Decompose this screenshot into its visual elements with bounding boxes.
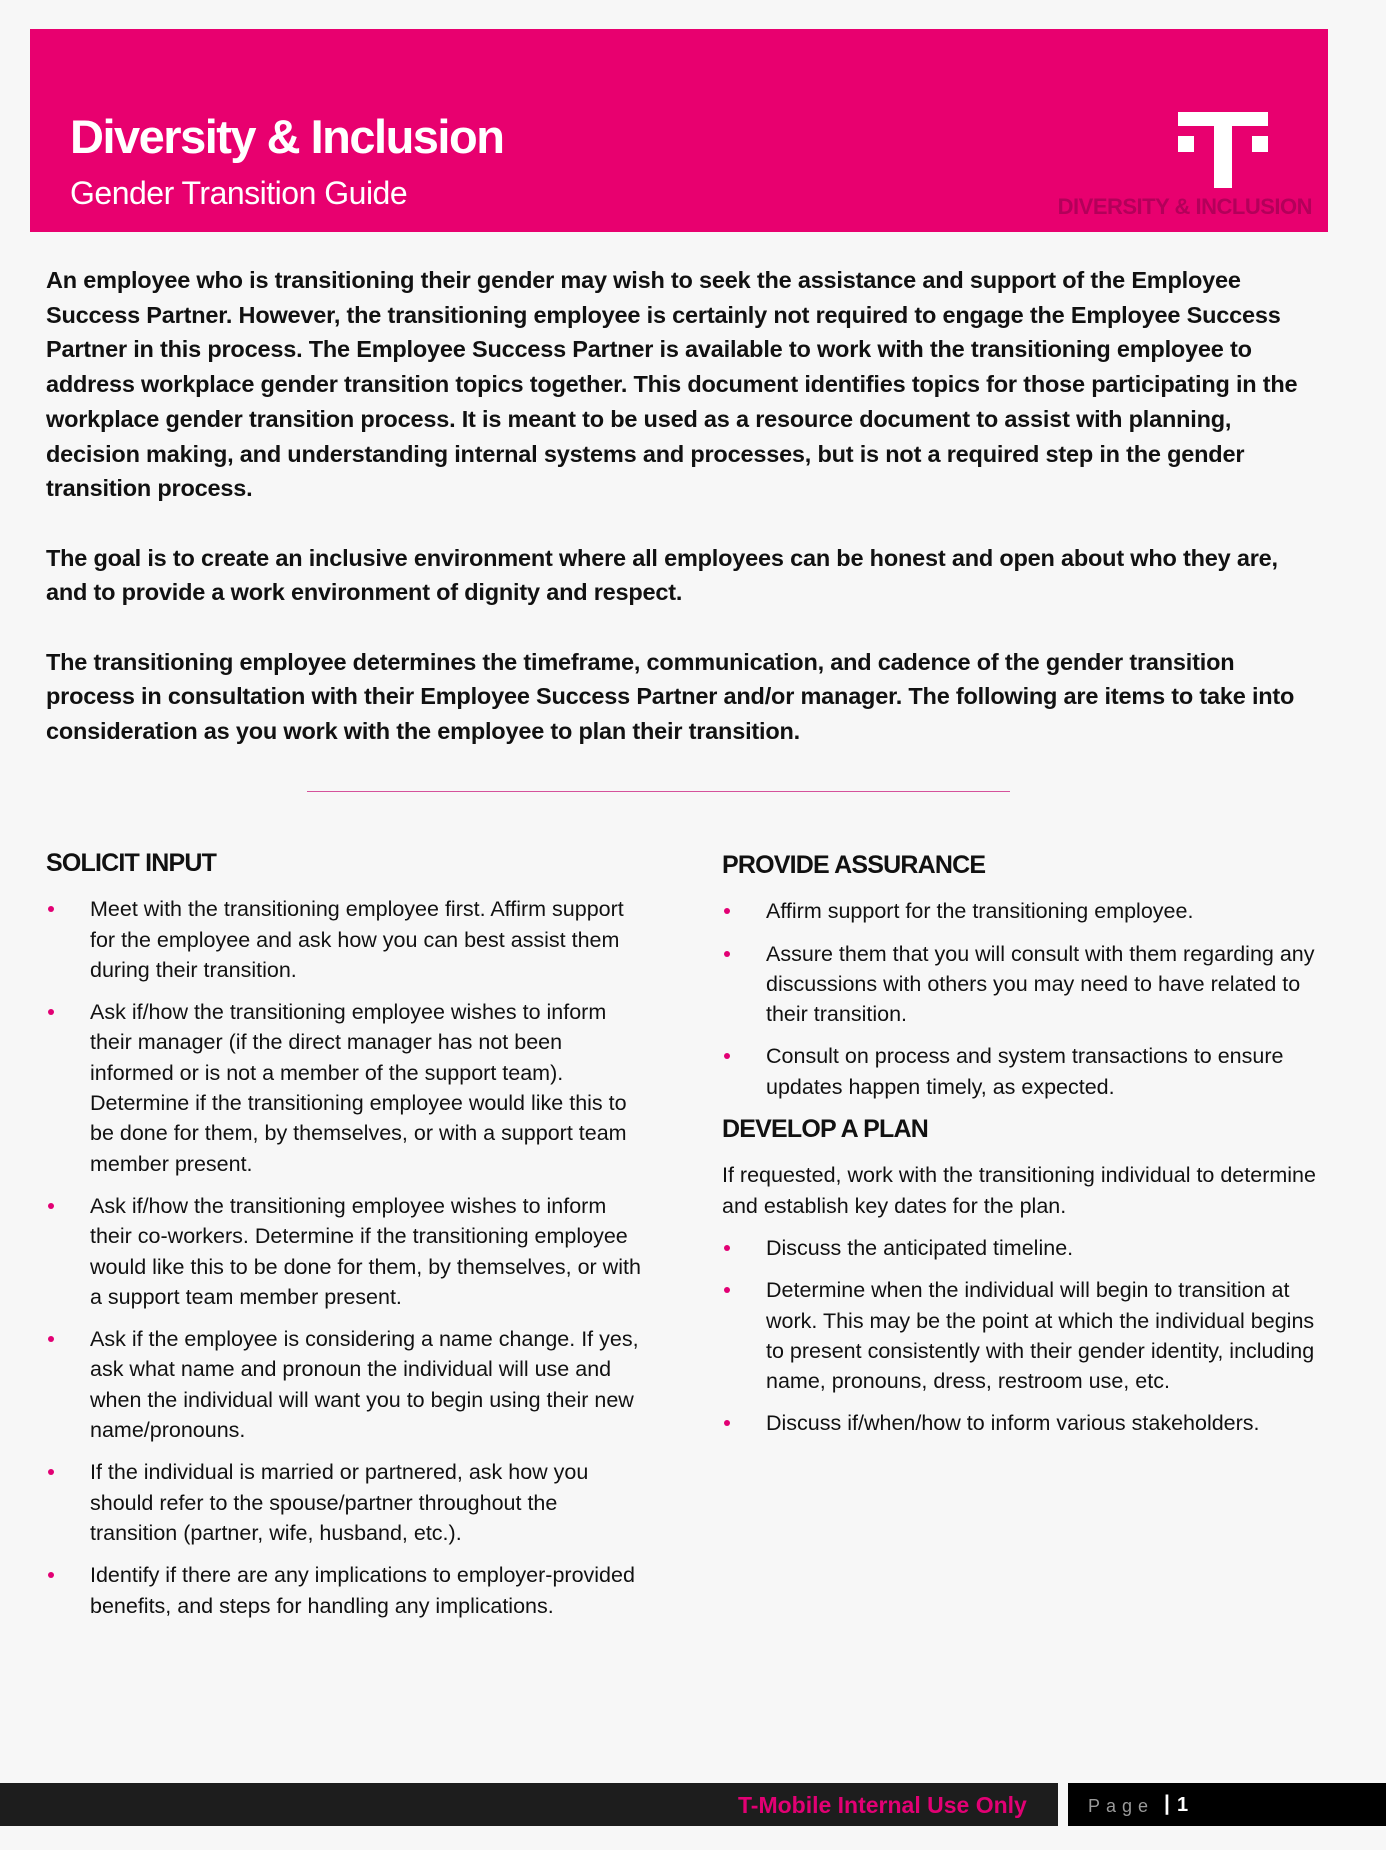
list-item	[722, 1041, 1322, 1102]
bullet-icon	[724, 1053, 730, 1059]
bullet-icon	[48, 1203, 54, 1209]
footer-classification: T-Mobile Internal Use Only	[738, 1792, 1027, 1818]
bullet-icon	[48, 1336, 54, 1342]
bullet-icon	[48, 1469, 54, 1475]
list-item-text: Identify if there are any implications to employer-provided benefits, and steps for handling any implications.	[90, 1563, 635, 1618]
bullet-icon	[724, 1245, 730, 1251]
list-item	[46, 894, 646, 985]
solicit-input-section	[46, 848, 646, 1633]
bullet-icon	[48, 906, 54, 912]
list-item	[722, 1408, 1322, 1438]
bullet-list	[722, 896, 1322, 1102]
list-item-text: Affirm support for the transitioning employee.	[766, 899, 1194, 924]
list-item-text: Ask if/how the transitioning employee wishes to inform their co-workers. Determine if the transitioning employee would like this to be done for them, by themselves, or with a support team member present.	[90, 1193, 641, 1309]
intro-text	[46, 263, 1306, 784]
list-item-text: If the individual is married or partnered, ask how you should refer to the spouse/partner throughout the transition (partner, wife, husband, etc.).	[90, 1460, 589, 1545]
list-item	[46, 1324, 646, 1445]
list-item-text: Ask if the employee is considering a name change. If yes, ask what name and pronoun the individual will use and when the individual will want you to begin using their new name/pronouns.	[90, 1327, 639, 1443]
section-heading: DEVELOP A PLAN	[722, 1115, 928, 1144]
section-heading: PROVIDE ASSURANCE	[722, 851, 986, 879]
list-item-text: Discuss the anticipated timeline.	[766, 1235, 1074, 1260]
bullet-icon	[48, 1009, 54, 1015]
plan-intro-text: If requested, work with the transitioning individual to determine and establish key dates for the plan.	[722, 1163, 1316, 1218]
page-separator: |	[1164, 1792, 1170, 1815]
footer-gap	[1058, 1783, 1068, 1826]
page-subtitle: Gender Transition Guide	[70, 175, 408, 211]
logo-label: DIVERSITY & INCLUSION	[1057, 194, 1312, 219]
list-item-text: Consult on process and system transactions to ensure updates happen timely, as expected.	[766, 1044, 1284, 1099]
bullet-icon	[724, 1287, 730, 1293]
bullet-icon	[724, 908, 730, 914]
page-number: 1	[1177, 1794, 1189, 1816]
page-title: Diversity & Inclusion	[70, 110, 504, 163]
bullet-list	[46, 894, 646, 1621]
header-banner	[30, 29, 1328, 232]
list-item-text: Ask if/how the transitioning employee wishes to inform their manager (if the direct manager has not been informed or is not a member of the support team). Determine if the transitioning employee would like this to be done for them, by themselves, or with a support team member present.	[90, 1000, 627, 1176]
intro-paragraph: The goal is to create an inclusive environment where all employees can be honest and open about who they are, and to provide a work environment of dignity and respect.	[46, 544, 1278, 606]
list-item-text: Discuss if/when/how to inform various stakeholders.	[766, 1411, 1260, 1436]
t-mobile-logo-icon	[1148, 84, 1298, 194]
intro-paragraph: An employee who is transitioning their gender may wish to seek the assistance and support of the Employee Success Partner. However, the transitioning employee is certainly not required to engage the Employee Success Partner in this process. The Employee Success Partner is available to work with the transitioning employee to address workplace gender transition topics together. This document identifies topics for those participating in the workplace gender transition process. It is meant to be used as a resource document to assist with planning, decision making, and understanding internal systems and processes, but is not a required step in the gender transition process.	[46, 267, 1298, 502]
section-divider	[307, 791, 1010, 792]
list-item	[46, 997, 646, 1179]
list-item	[722, 939, 1322, 1030]
list-item	[722, 896, 1322, 926]
bullet-icon	[724, 1420, 730, 1426]
list-item	[46, 1560, 646, 1621]
list-item-text: Assure them that you will consult with them regarding any discussions with others you may need to have related to their transition.	[766, 941, 1315, 1027]
bullet-list	[722, 1233, 1322, 1439]
list-item	[722, 1233, 1322, 1263]
bullet-icon	[724, 951, 730, 957]
list-item	[46, 1457, 646, 1548]
right-column	[722, 848, 1322, 1451]
list-item-text: Meet with the transitioning employee first. Affirm support for the employee and ask how you can best assist them during their transition.	[90, 897, 624, 982]
bullet-icon	[48, 1572, 54, 1578]
list-item	[722, 1275, 1322, 1396]
list-item	[46, 1191, 646, 1312]
page-label: Page	[1088, 1796, 1155, 1816]
list-item-text: Determine when the individual will begin to transition at work. This may be the point at which the individual begins to present consistently with their gender identity, including name, pronouns, dress, restroom use, etc.	[766, 1278, 1315, 1394]
section-heading: SOLICIT INPUT	[46, 849, 217, 877]
intro-paragraph: The transitioning employee determines the timeframe, communication, and cadence of the gender transition process in consultation with their Employee Success Partner and/or manager. The following are items to take into consideration as you work with the employee to plan their transition.	[46, 648, 1295, 745]
